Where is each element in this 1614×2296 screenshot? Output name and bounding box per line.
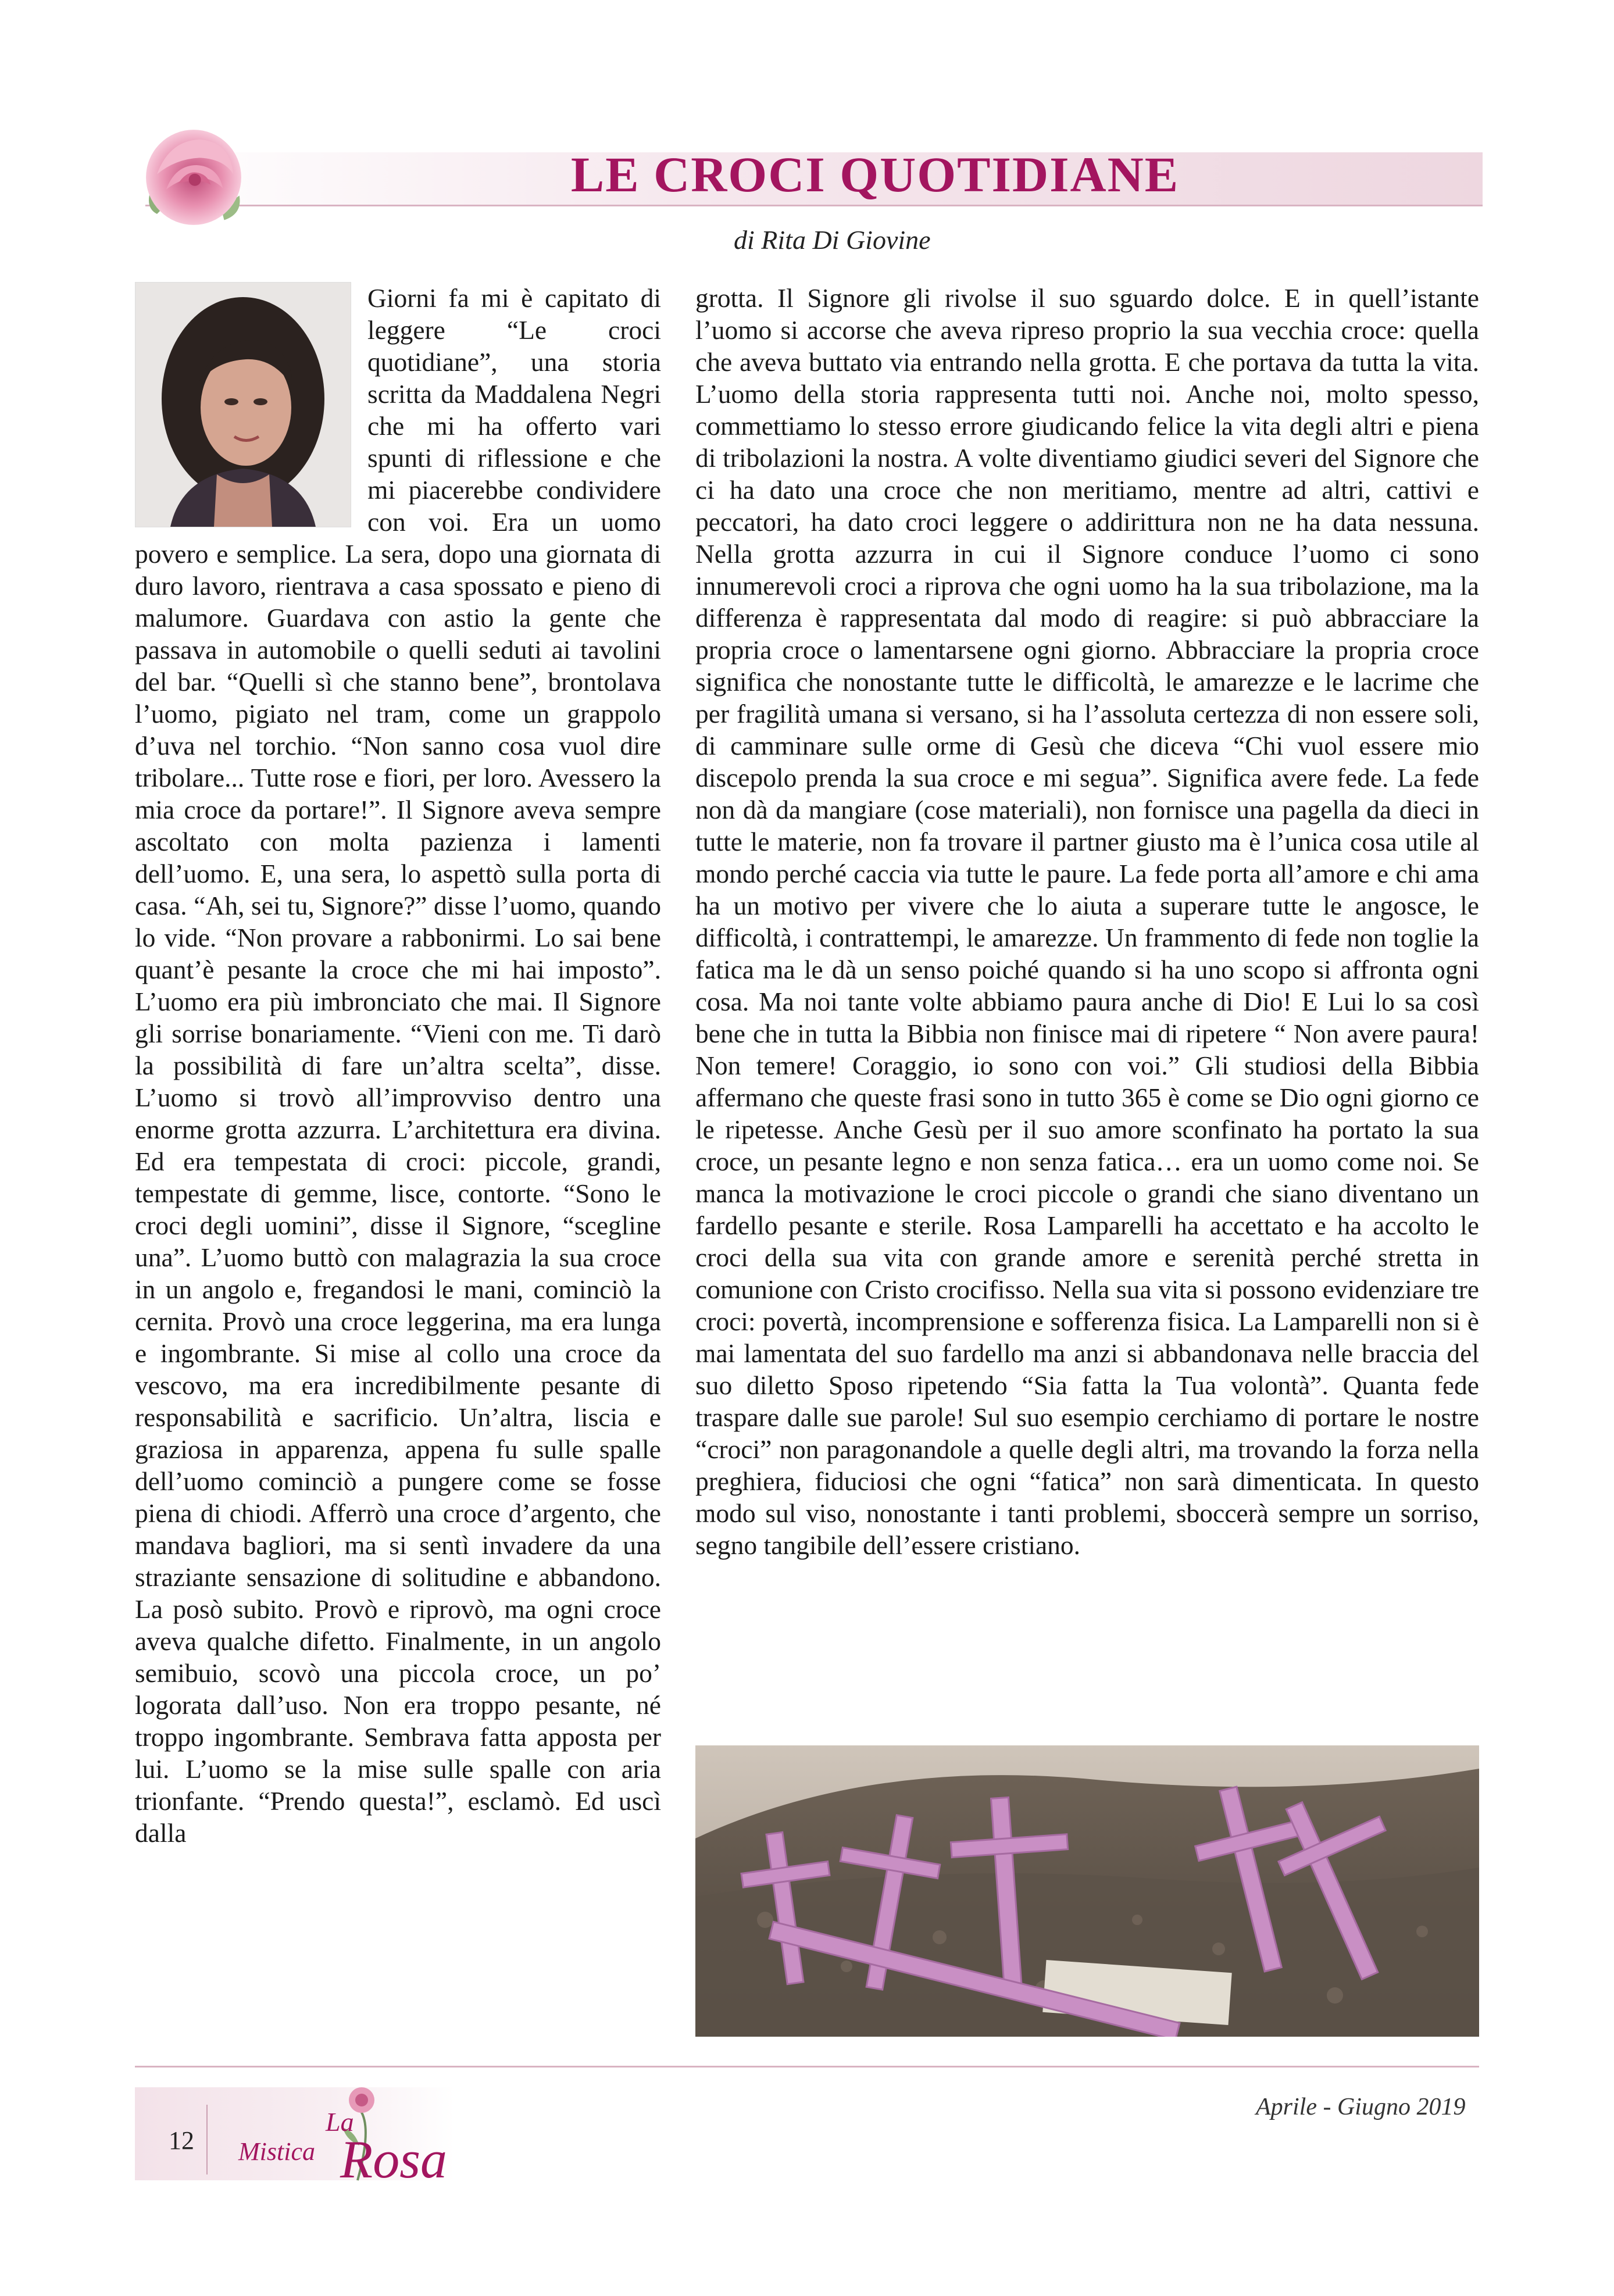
crosses-photo bbox=[695, 1745, 1479, 2037]
article-right-text: grotta. Il Signore gli rivolse il suo sguardo dolce. E in quell’istante l’uomo si accorse che aveva ripreso proprio la sua vecchia croce: quella che aveva buttato via entrando nella grotta. E che portava da tutta la vita. L’uomo della storia rappresenta tutti noi. Anche noi, molto spesso, commettiamo lo stesso errore giudicando felice la vita degli altri e piena di tribolazioni la nostra. A volte diventiamo giudici severi del Signore che ci ha dato una croce che non meritiamo, mentre ad altri, cattivi e peccatori, ha dato croci leggere o addirittura non ne ha data nessuna. Nella grotta azzurra in cui il Signore conduce l’uomo ci sono innumerevoli croci a riprova che ogni uomo ha la sua tribolazione, ma la differenza è rappresentata dal modo di reagire: si può abbracciare la propria croce o lamentarsene ogni giorno. Abbracciare la propria croce significa che nonostante tutte le difficoltà, le amarezze e le lacrime che per fragilità umana si versano, si ha l’assoluta certezza di non essere soli, di camminare sulle orme di Gesù che diceva “Chi vuol essere mio discepolo prenda la sua croce e mi segua”. Significa avere fede. La fede non dà da mangiare (cose materiali), non fornisce una pagella da dieci in tutte le materie, non fa trovare il partner giusto ma è l’unica cosa utile al mondo perché caccia via tutte le paure. La fede porta all’amore e chi ama ha un motivo per vivere che lo aiuta a superare tutte le angosce, le difficoltà, i contrattempi, le amarezze. Un frammento di fede non toglie la fatica ma le dà un senso poiché quando si ha uno scopo si affronta ogni cosa. Ma noi tante volte abbiamo paura anche di Dio! E Lui lo sa così bene che in tutta la Bibbia non finisce mai di ripetere “ Non avere paura! Non temere! Coraggio, io sono con voi.” Gli studiosi della Bibbia affermano che queste frasi sono in tutto 365 è come se Dio ogni giorno ce le ripetesse. Anche Gesù per il suo amore sconfinato ha portato la sua croce, un pesante legno e non senza fatica… era un uomo come noi. Se manca la motivazione le croci piccole o grandi che siano diventano un fardello pesante e sterile. Rosa Lamparelli ha accettato e ha accolto le croci della sua vita con grande amore e serenità perché stretta in comunione con Cristo crocifisso. Nella sua vita si possono evidenziare tre croci: povertà, incomprensione e sofferenza fisica. La Lamparelli non si è mai lamentata del suo fardello ma anzi si abbandonava nelle braccia del suo diletto Sposo ripetendo “Sia fatta la Tua volontà”. Quanta fede traspare dalle sue parole! Sul suo esempio cerchiamo di portare le nostre “croci” non paragonandole a quelle degli altri, ma trovando la forza nella preghiera, fiduciosi che ogni “fatica” non sarà dimenticata. In questo modo sul viso, nonostante i tanti problemi, sboccerà sempre un sorriso, segno tangibile dell’essere cristiano. bbox=[695, 283, 1479, 1560]
issue-date: Aprile - Giugno 2019 bbox=[1256, 2094, 1466, 2120]
header-divider bbox=[145, 205, 1483, 206]
la-mistica-rosa-logo bbox=[215, 2076, 488, 2192]
article-title: LE CROCI QUOTIDIANE bbox=[570, 147, 1180, 202]
svg-text:Rosa: Rosa bbox=[340, 2130, 447, 2189]
footer-divider bbox=[135, 2066, 1479, 2068]
article-byline: di Rita Di Giovine bbox=[734, 225, 931, 255]
author-photo bbox=[135, 282, 351, 527]
article-left-column bbox=[135, 282, 661, 1849]
page-number-divider bbox=[206, 2105, 208, 2174]
article-right-column bbox=[695, 282, 1479, 1561]
svg-text:La: La bbox=[326, 2107, 354, 2137]
svg-text:Mistica: Mistica bbox=[238, 2137, 315, 2166]
page-number: 12 bbox=[169, 2126, 194, 2155]
article-left-text: Giorni fa mi è capitato di leggere “Le croci quotidiane”, una storia scritta da Maddalena Negri che mi ha offerto vari spunti di riflessione e che mi piacerebbe condividere con voi. Era un uomo povero e semplice. La sera, dopo una giornata di duro lavoro, rientrava a casa spossato e pieno di malumore. Guardava con astio la gente che passava in automobile o quelli seduti ai tavolini del bar. “Quelli sì che stanno bene”, brontolava l’uomo, pigiato nel tram, come un grappolo d’uva nel torchio. “Non sanno cosa vuol dire tribolare... Tutte rose e fiori, per loro. Avessero la mia croce da portare!”. Il Signore aveva sempre ascoltato con molta pazienza i lamenti dell’uomo. E, una sera, lo aspettò sulla porta di casa. “Ah, sei tu, Signore?” disse l’uomo, quando lo vide. “Non provare a rabbonirmi. Lo sai bene quant’è pesante la croce che mi hai imposto”. L’uomo era più imbronciato che mai. Il Signore gli sorrise bonariamente. “Vieni con me. Ti darò la possibilità di fare un’altra scelta”, disse. L’uomo si trovò all’improvviso dentro una enorme grotta azzurra. L’architettura era divina. Ed era tempestata di croci: piccole, grandi, tempestate di gemme, lisce, contorte. “Sono le croci degli uomini”, disse il Signore, “scegline una”. L’uomo buttò con malagrazia la sua croce in un angolo e, fregandosi le mani, cominciò la cernita. Provò una croce leggerina, ma era lunga e ingombrante. Si mise al collo una croce da vescovo, ma era incredibilmente pesante di responsabilità e sacrificio. Un’altra, liscia e graziosa in apparenza, appena fu sulle spalle dell’uomo cominciò a pungere come se fosse piena di chiodi. Afferrò una croce d’argento, che mandava bagliori, ma si sentì invadere da una straziante sensazione di solitudine e abbandono. La posò subito. Provò e riprovò, ma ogni croce aveva qualche difetto. Finalmente, in un angolo semibuio, scovò una piccola croce, un po’ logorata dall’uso. Non era troppo pesante, né troppo ingombrante. Sembrava fatta apposta per lui. L’uomo se la mise sulle spalle con aria trionfante. “Prendo questa!”, esclamò. Ed uscì dalla bbox=[135, 283, 661, 1848]
rose-icon bbox=[133, 116, 255, 238]
